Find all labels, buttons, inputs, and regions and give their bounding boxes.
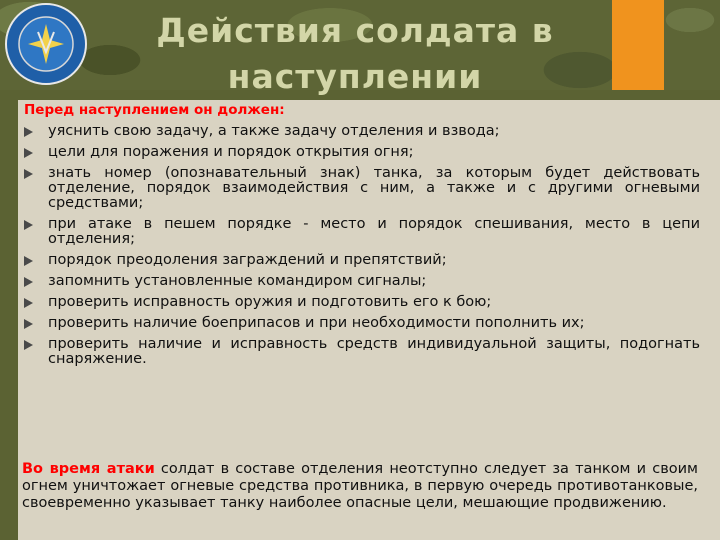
list-item: цели для поражения и порядок открытия огня; — [24, 145, 700, 160]
triangle-bullet-icon — [24, 340, 33, 350]
list-item: проверить наличие и исправность средств индивидуальной защиты, подогнать снаряжение. — [24, 337, 700, 367]
triangle-bullet-icon — [24, 127, 33, 137]
triangle-bullet-icon — [24, 277, 33, 287]
footer-text: солдат в составе отделения неотступно следует за танком и своим огнем уничтожает огневые средства противника, в первую очередь противотанковые, своевременно указывает танку наиболее опасные цели, мешающие продвижению. — [22, 461, 699, 511]
list-item: знать номер (опознавательный знак) танка, за которым будет действовать отделение, порядок взаимодействия с ним, а также и с другими огневыми средствами; — [24, 166, 700, 211]
list-item: при атаке в пешем порядке - место и порядок спешивания, место в цепи отделения; — [24, 217, 700, 247]
title-line-2: наступлении — [227, 57, 483, 96]
military-emblem-logo — [4, 2, 88, 86]
orange-accent-bar — [612, 0, 664, 90]
footer-paragraph — [22, 461, 698, 512]
duty-list — [24, 124, 700, 373]
triangle-bullet-icon — [24, 256, 33, 266]
list-item: проверить исправность оружия и подготовить его к бою; — [24, 295, 700, 310]
slide-title — [110, 8, 600, 100]
triangle-bullet-icon — [24, 220, 33, 230]
triangle-bullet-icon — [24, 319, 33, 329]
triangle-bullet-icon — [24, 148, 33, 158]
list-item: порядок преодоления заграждений и препятствий; — [24, 253, 700, 268]
list-item: уяснить свою задачу, а также задачу отделения и взвода; — [24, 124, 700, 139]
footer-highlight: Во время атаки — [22, 461, 155, 477]
list-item: запомнить установленные командиром сигналы; — [24, 274, 700, 289]
intro-heading: Перед наступлением он должен: — [24, 102, 285, 118]
triangle-bullet-icon — [24, 298, 33, 308]
title-line-1: Действия солдата в — [156, 11, 554, 50]
list-item: проверить наличие боеприпасов и при необходимости пополнить их; — [24, 316, 700, 331]
triangle-bullet-icon — [24, 169, 33, 179]
